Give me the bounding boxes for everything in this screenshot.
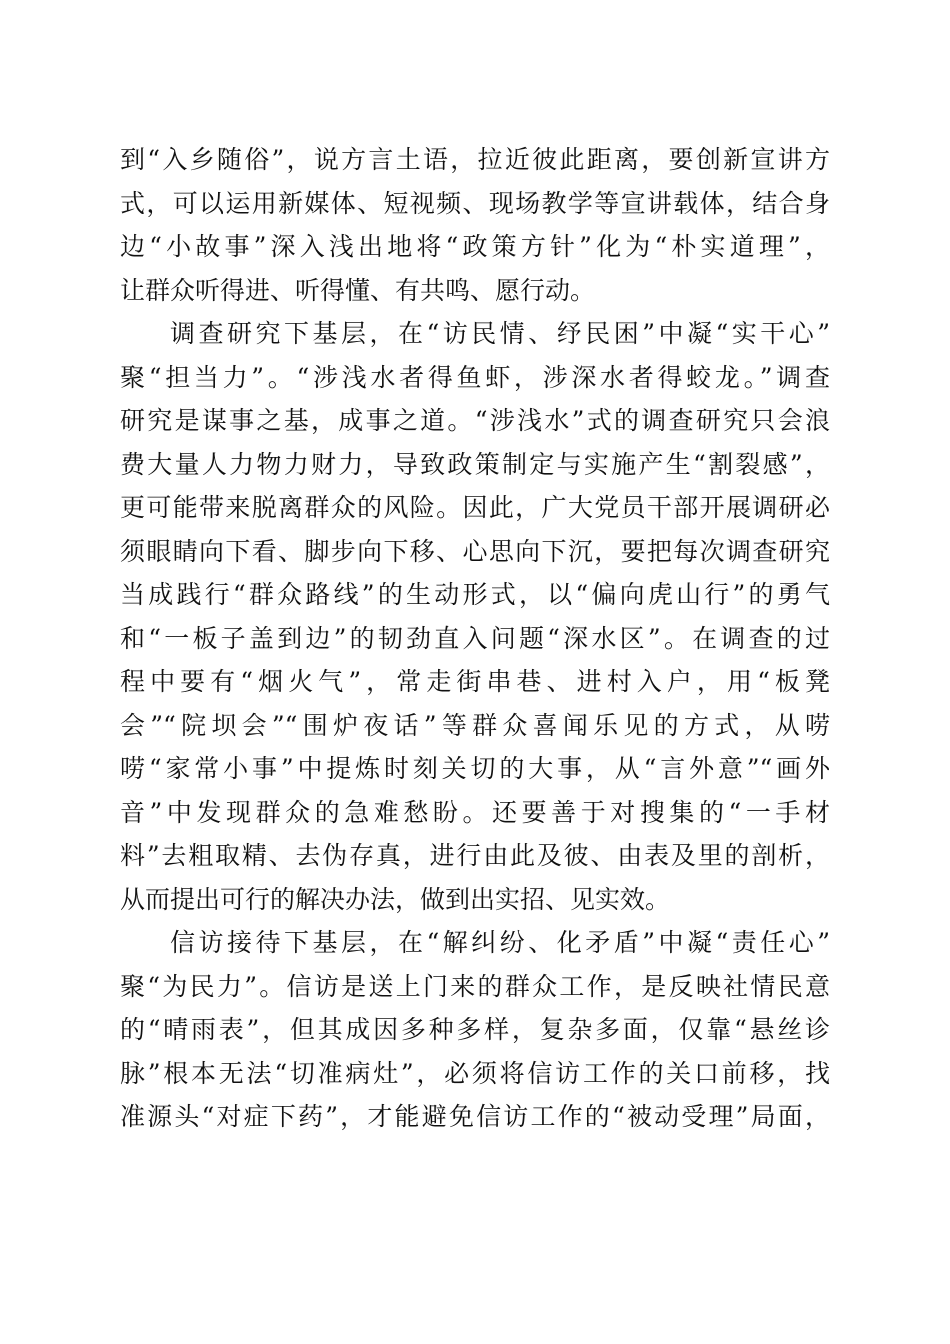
text-line: 准源头“对症下药”，才能避免信访工作的“被动受理”局面，: [120, 1102, 830, 1131]
text-line: 音”中发现群众的急难愁盼。还要善于对搜集的“一手材: [120, 797, 830, 827]
text-line: 费大量人力物力财力，导致政策制定与实施产生“割裂感”，: [120, 449, 830, 479]
text-line: 从而提出可行的解决办法，做到出实招、见实效。: [120, 884, 671, 914]
text-line: 更可能带来脱离群众的风险。因此，广大党员干部开展调研必: [120, 493, 830, 522]
text-line: 研究是谋事之基，成事之道。“涉浅水”式的调查研究只会浪: [120, 406, 830, 435]
paragraph-1: [120, 138, 830, 312]
text-line: 程中要有“烟火气”，常走街串巷、进村入户，用“板凳: [120, 667, 830, 696]
text-line: 信访接待下基层，在“解纠纷、化矛盾”中凝“责任心”: [170, 928, 830, 957]
text-line: 和“一板子盖到边”的韧劲直入问题“深水区”。在调查的过: [120, 623, 830, 653]
text-line: 聚“为民力”。信访是送上门来的群众工作，是反映社情民意: [120, 971, 830, 1001]
paragraph-2: [120, 312, 830, 921]
text-line: 会”“院坝会”“围炉夜话”等群众喜闻乐见的方式，从唠: [120, 710, 830, 740]
text-line: 式，可以运用新媒体、短视频、现场教学等宣讲载体，结合身: [120, 188, 830, 218]
text-line: 边“小故事”深入浅出地将“政策方针”化为“朴实道理”，: [120, 232, 830, 261]
text-line: 料”去粗取精、去伪存真，进行由此及彼、由表及里的剖析，: [120, 841, 830, 870]
text-line: 到“入乡随俗”，说方言土语，拉近彼此距离，要创新宣讲方: [120, 145, 830, 174]
text-line: 调查研究下基层，在“访民情、纾民困”中凝“实干心”: [170, 319, 830, 348]
text-line: 唠“家常小事”中提炼时刻关切的大事，从“言外意”“画外: [120, 754, 830, 783]
text-line: 的“晴雨表”，但其成因多种多样，复杂多面，仅靠“悬丝诊: [120, 1015, 830, 1044]
text-line: 脉”根本无法“切准病灶”，必须将信访工作的关口前移，找: [120, 1058, 830, 1088]
body-text: [120, 138, 830, 1139]
text-line: 聚“担当力”。“涉浅水者得鱼虾，涉深水者得蛟龙。”调查: [120, 362, 830, 392]
paragraph-3: [120, 921, 830, 1139]
text-line: 须眼睛向下看、脚步向下移、心思向下沉，要把每次调查研究: [120, 536, 830, 566]
text-line: 当成践行“群众路线”的生动形式，以“偏向虎山行”的勇气: [120, 580, 830, 609]
text-line: 让群众听得进、听得懂、有共鸣、愿行动。: [120, 275, 596, 305]
